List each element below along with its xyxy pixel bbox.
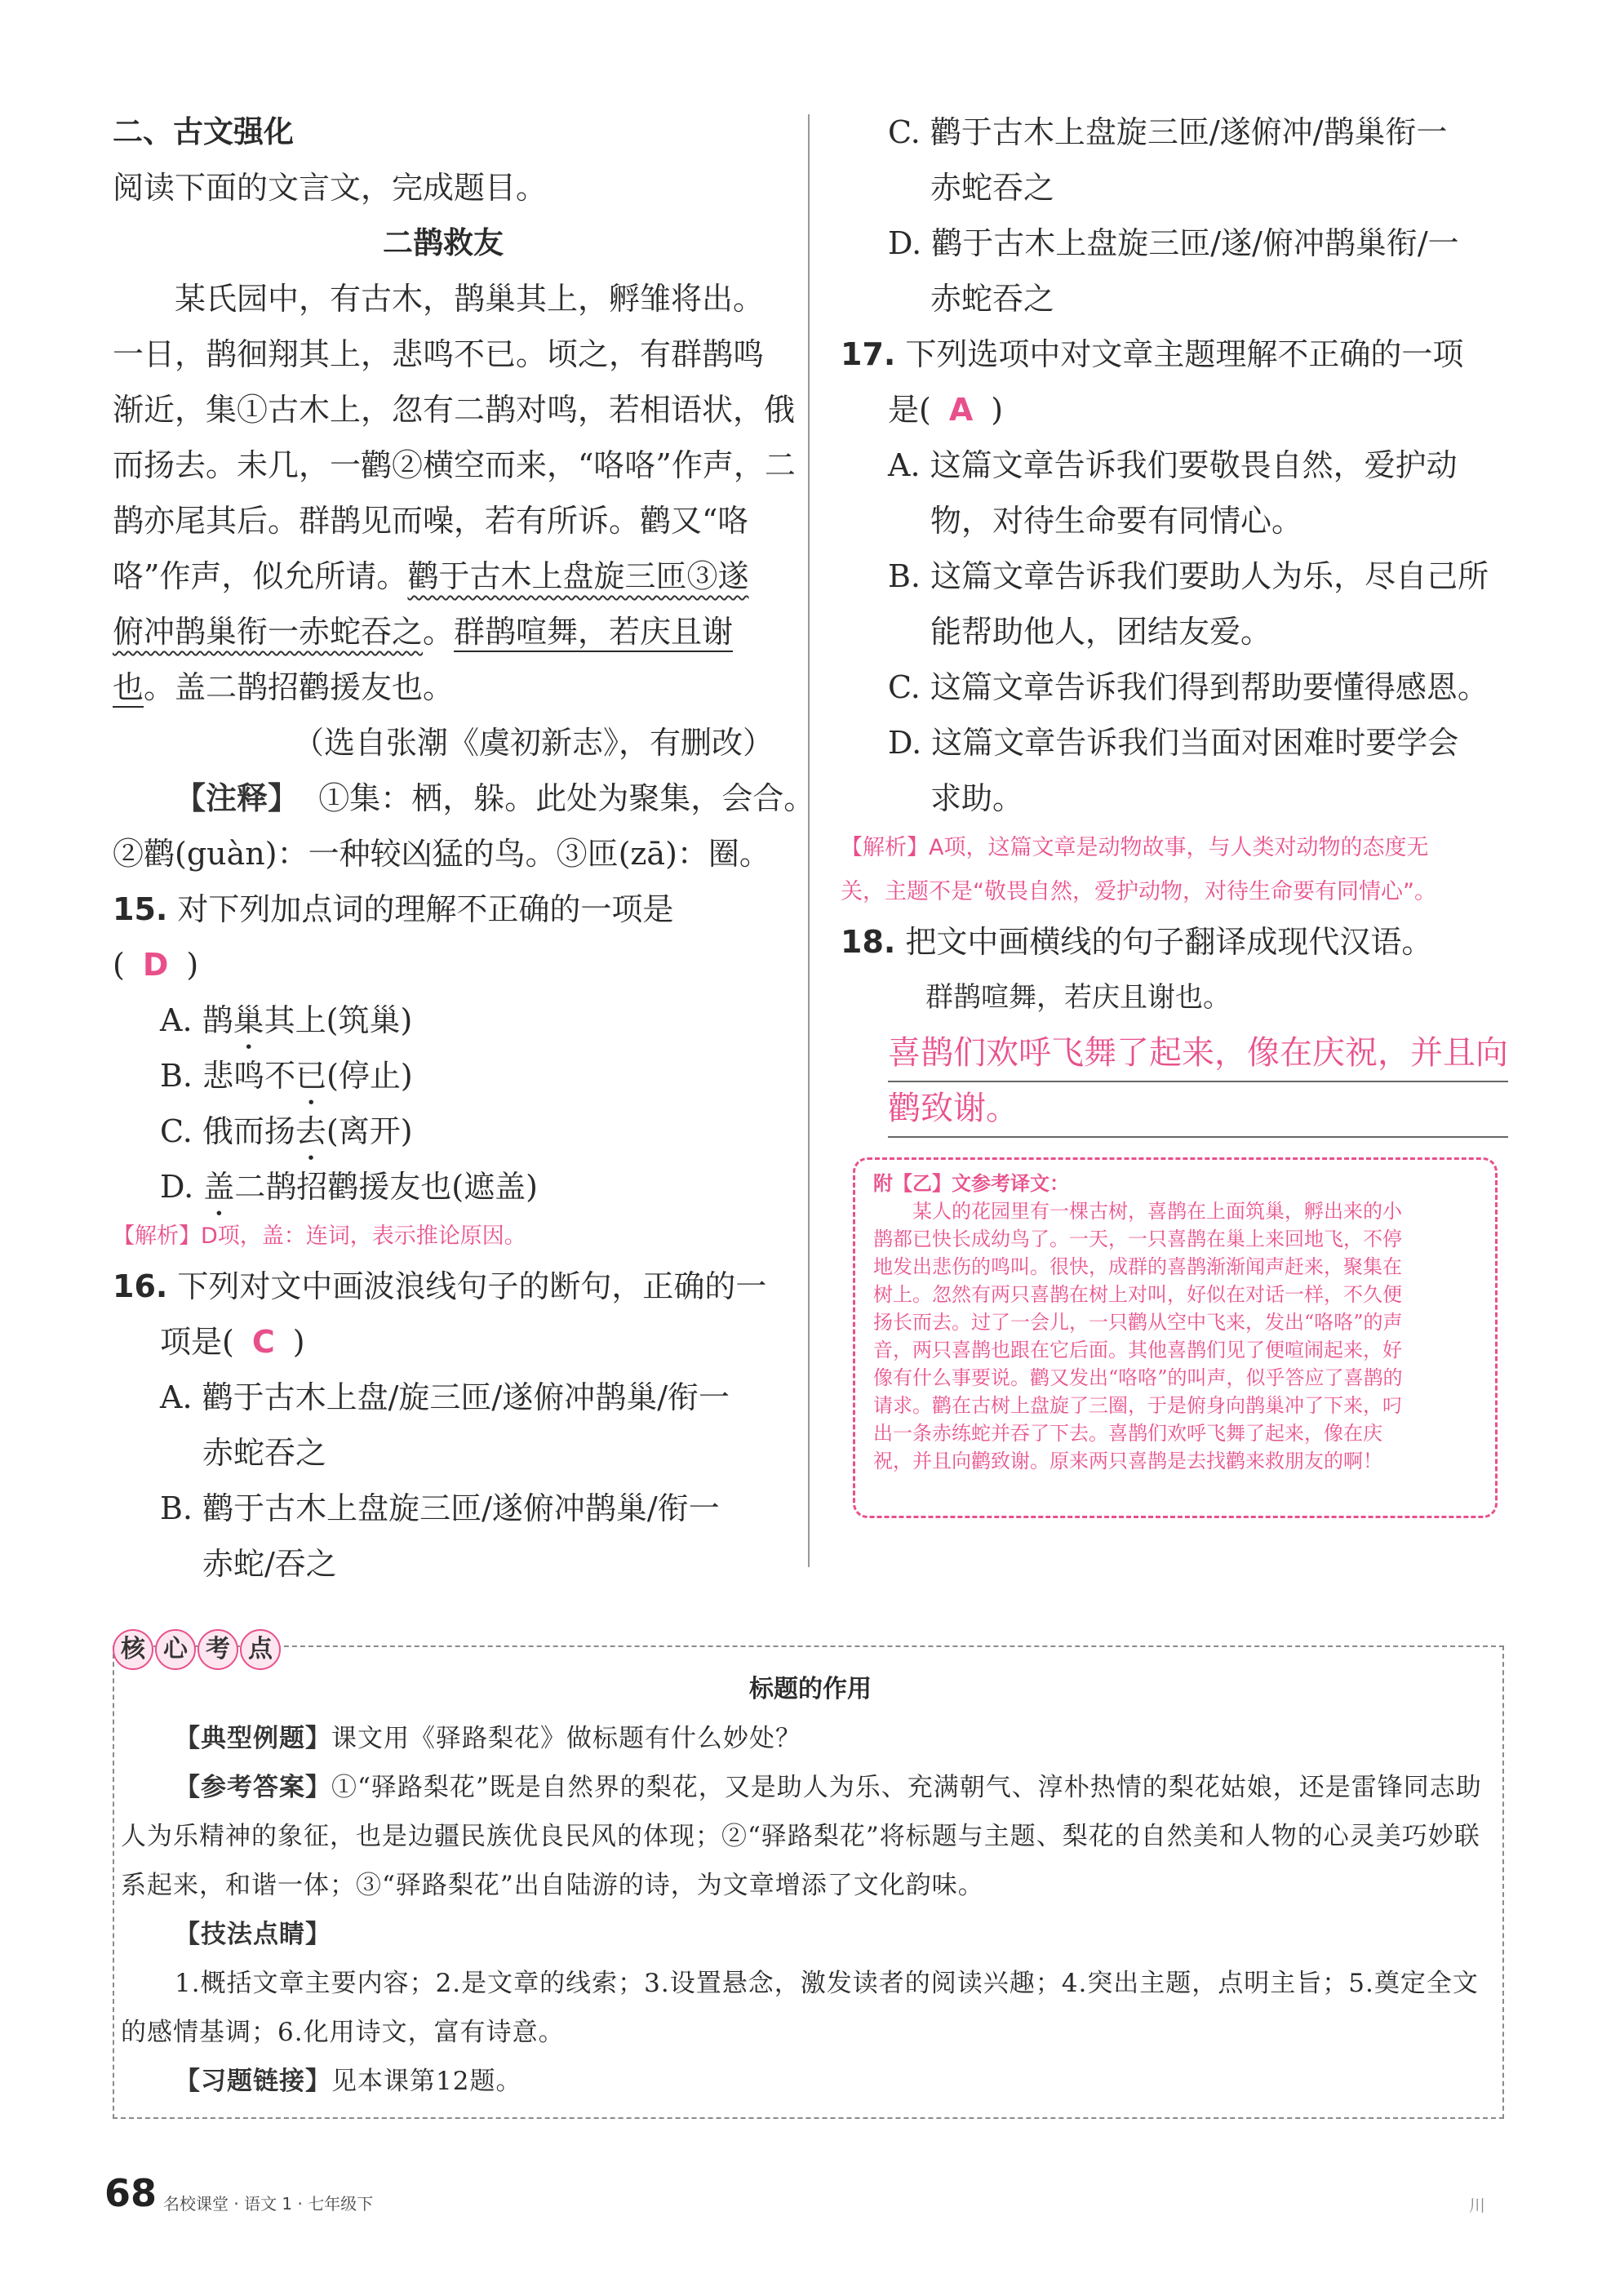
option: D. 这篇文章告诉我们当面对困难时要学会: [888, 725, 1459, 761]
translation-line: 祝，并且向鹳致谢。原来两只喜鹊是去找鹳来救朋友的啊！: [873, 1450, 1382, 1472]
passage-line: 而扬去。未几，一鹳②横空而来，“咯咯”作声，二: [113, 447, 796, 483]
answer-line: 鹳致谢。: [888, 1082, 1508, 1138]
question-number: 17.: [841, 336, 896, 372]
option: C. 这篇文章告诉我们得到帮助要懂得感恩。: [888, 669, 1489, 705]
right-column: [841, 104, 1500, 1025]
option: A. 鹊巢其上(筑巢): [160, 1002, 413, 1038]
option: B. 悲鸣不已(停止): [160, 1058, 413, 1094]
question-18: 18. 把文中画横线的句子翻译成现代汉语。: [841, 924, 1433, 960]
option: C. 俄而扬去(离开): [160, 1113, 413, 1149]
option-continued: 求助。: [930, 780, 1024, 816]
question-number: 16.: [113, 1268, 168, 1304]
answer-letter: D: [142, 947, 169, 983]
tag-char: 考: [197, 1629, 238, 1670]
passage-line: 渐近，集①古木上，忽有二鹊对鸣，若相语状，俄: [113, 392, 796, 428]
passage-line: 也。盖二鹊招鹳援友也。: [113, 669, 455, 705]
reference-answer: 【参考答案】①“驿路梨花”既是自然界的梨花，又是助人为乐、充满朝气、淳朴热情的梨花姑娘，还是雷锋同志助人为乐精神的象征，也是边疆民族优良民风的体现；②“驿路梨花”将标题与主题、梨花的自然美和人物的心灵美巧妙联系起来，和谐一体；③“驿路梨花”出自陆游的诗，为文章增添了文化韵味。: [121, 1773, 1482, 1900]
question-16-answer: 项是( C ): [160, 1324, 305, 1360]
translation-line: 鹊都已快长成幼鸟了。一天，一只喜鹊在巢上来回地飞，不停: [873, 1228, 1402, 1250]
question-15-answer: ( D ): [113, 947, 199, 983]
option-continued: 物，对待生命要有同情心。: [930, 503, 1303, 539]
option-continued: 赤蛇/吞之: [202, 1546, 337, 1582]
translation-title: 附【乙】文参考译文：: [873, 1172, 1069, 1195]
page-number: 68: [104, 2171, 158, 2215]
left-column: [113, 104, 815, 1592]
passage-line: 某氏园中，有古木，鹊巢其上，孵雏将出。: [175, 281, 765, 317]
skill-text: 1.概括文章主要内容；2.是文章的线索；3.设置悬念，激发读者的阅读兴趣；4.突出主题，点明主旨；5.奠定全文的感情基调；6.化用诗文，富有诗意。: [121, 1969, 1479, 2047]
passage-title: 二鹊救友: [383, 225, 504, 260]
underlined-sentence-part: 群鹊喧舞，若庆且谢: [454, 614, 734, 650]
passage-line: 咯”作声，似允所请。鹳于古木上盘旋三匝③遂: [113, 558, 749, 594]
question-number: 15.: [113, 891, 168, 927]
translation-line: 树上。忽然有两只喜鹊在树上对叫，好似在对话一样，不久便: [873, 1283, 1402, 1306]
option-continued: 赤蛇吞之: [930, 281, 1055, 317]
section-title: 二、古文强化: [113, 114, 294, 149]
option: A. 鹳于古木上盘/旋三匝/遂俯冲鹊巢/衔一: [160, 1379, 730, 1415]
q18-answer: [888, 1027, 1508, 1138]
instruction: 阅读下面的文言文，完成题目。: [113, 170, 548, 206]
book-title: 名校课堂 · 语文 1 · 七年级下: [163, 2194, 374, 2214]
notes: 【注释】 ①集：栖，躲。此处为聚集，会合。: [175, 780, 815, 816]
option-continued: 赤蛇吞之: [930, 170, 1055, 206]
passage-line: 一日，鹊徊翔其上，悲鸣不已。顷之，有群鹊鸣: [113, 336, 765, 372]
translation-line: 出一条赤练蛇并吞了下去。喜鹊们欢呼飞舞了起来，像在庆: [873, 1422, 1382, 1445]
question-17: 17. 下列选项中对文章主题理解不正确的一项: [841, 336, 1464, 372]
translation-line: 请求。鹳在古树上盘旋了三圈，于是俯身向鹊巢冲了下来，叼: [873, 1394, 1402, 1417]
translation-line: 某人的花园里有一棵古树，喜鹊在上面筑巢，孵出来的小: [912, 1200, 1402, 1223]
example: 【典型例题】课文用《驿路梨花》做标题有什么妙处？: [175, 1724, 801, 1753]
tag-char: 点: [240, 1629, 281, 1670]
question-17-answer: 是( A ): [888, 392, 1004, 428]
option: B. 鹳于古木上盘旋三匝/遂俯冲鹊巢/衔一: [160, 1490, 720, 1526]
passage-line: 俯冲鹊巢衔一赤蛇吞之。群鹊喧舞，若庆且谢: [113, 614, 734, 650]
underlined-sentence-part: 也: [113, 669, 144, 705]
translation-line: 扬长而去。过了一会儿，一只鹳从空中飞来，发出“咯咯”的声: [873, 1311, 1403, 1334]
q18-sentence: 群鹊喧舞，若庆且谢也。: [925, 981, 1231, 1014]
question-16: 16. 下列对文中画波浪线句子的断句，正确的一: [113, 1268, 767, 1304]
answer-line: 喜鹊们欢呼飞舞了起来，像在庆祝，并且向: [888, 1027, 1508, 1082]
option-continued: 能帮助他人，团结友爱。: [930, 614, 1272, 650]
wavy-sentence-part: 鹳于古木上盘旋三匝③遂: [407, 558, 749, 594]
translation-box: [853, 1157, 1498, 1518]
option-continued: 赤蛇吞之: [202, 1435, 327, 1471]
translation-line: 像有什么事要说。鹳又发出“咯咯”的叫声，似乎答应了喜鹊的: [873, 1366, 1403, 1389]
q15-analysis: 【解析】D项，盖：连词，表示推论原因。: [113, 1223, 526, 1249]
region-mark: 川: [1469, 2196, 1485, 2215]
skill-tag: 【技法点睛】: [175, 1920, 331, 1949]
question-number: 18.: [841, 924, 896, 960]
option: D. 鹳于古木上盘旋三匝/遂/俯冲鹊巢衔/一: [888, 225, 1459, 261]
q17-analysis: 【解析】A项，这篇文章是动物故事，与人类对动物的态度无 关，主题不是“敬畏自然，爱护动物，对待生命要有同情心”。: [841, 835, 1436, 904]
tag-char: 心: [155, 1629, 196, 1670]
notes-continued: ②鹳(guàn)：一种较凶猛的鸟。③匝(zā)：圈。: [113, 836, 770, 872]
answer-letter: C: [251, 1324, 275, 1360]
core-title: 标题的作用: [749, 1675, 872, 1703]
passage-source: （选自张潮《虞初新志》，有删改）: [292, 725, 774, 761]
option: B. 这篇文章告诉我们要助人为乐，尽自己所: [888, 558, 1489, 594]
option: D. 盖二鹊招鹳援友也(遮盖): [160, 1169, 538, 1205]
tag-char: 核: [113, 1629, 153, 1670]
answer-letter: A: [948, 392, 974, 428]
core-content: [121, 1665, 1500, 2106]
option: A. 这篇文章告诉我们要敬畏自然，爱护动: [888, 447, 1458, 483]
exercise-link: 【习题链接】见本课第12题。: [175, 2067, 522, 2096]
option: C. 鹳于古木上盘旋三匝/遂俯冲/鹊巢衔一: [888, 114, 1448, 150]
passage-line: 鹊亦尾其后。群鹊见而噪，若有所诉。鹳又“咯: [113, 503, 749, 539]
question-15: 15. 对下列加点词的理解不正确的一项是: [113, 891, 674, 927]
translation-line: 音，两只喜鹊也跟在它后面。其他喜鹊们见了便喧闹起来，好: [873, 1339, 1402, 1361]
column-divider: [808, 114, 810, 1567]
notes-label: 【注释】: [175, 780, 300, 816]
wavy-sentence-part: 俯冲鹊巢衔一赤蛇吞之: [113, 614, 424, 650]
translation-line: 地发出悲伤的鸣叫。很快，成群的喜鹊渐渐闻声赶来，聚集在: [873, 1255, 1402, 1278]
